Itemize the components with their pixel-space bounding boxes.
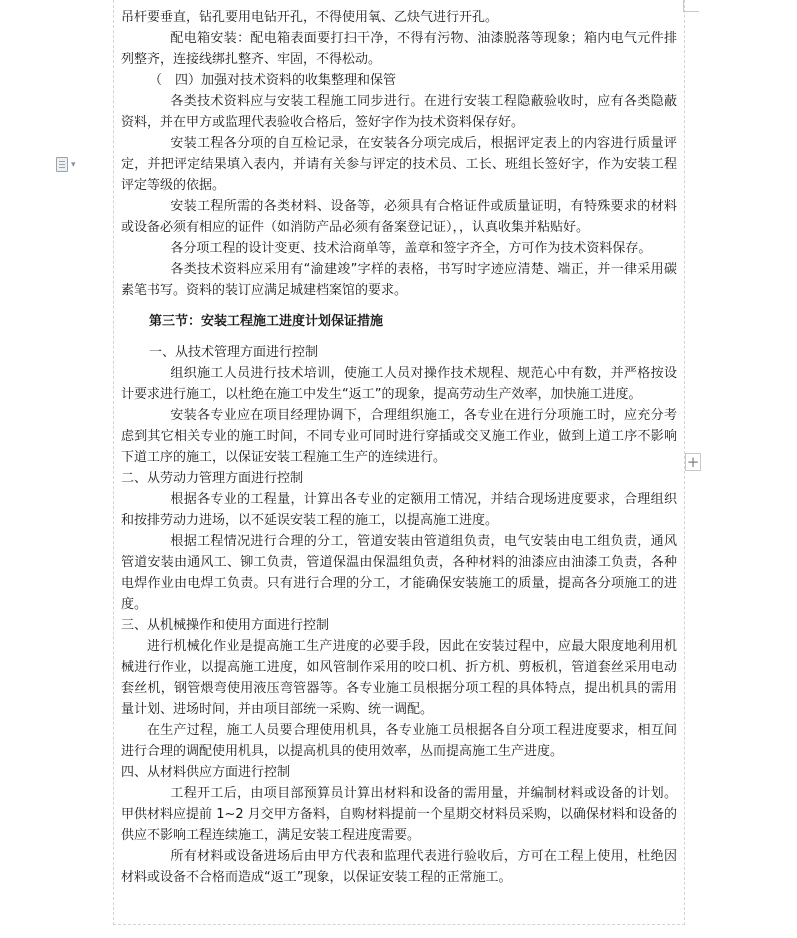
paragraph: 所有材料或设备进场后由甲方代表和监理代表进行验收后，方可在工程上使用，杜绝因材料或设备不合格而造成“返工”现象，以保证安装工程的正常施工。 bbox=[121, 849, 677, 885]
subheading: 二、从劳动力管理方面进行控制 bbox=[121, 471, 304, 486]
subheading: 四、从材料供应方面进行控制 bbox=[121, 765, 291, 780]
paragraph: 根据各专业的工程量，计算出各专业的定额用工情况，并结合现场进度要求，合理组织和按排劳动力进场，以不延误安装工程的施工，以提高施工进度。 bbox=[121, 492, 677, 528]
paragraph: 安装各专业应在项目经理协调下，合理组织施工，各专业在进行分项施工时，应充分考虑到其它相关专业的施工时间，不同专业可同时进行穿插或交叉施工作业，做到上道工序不影响下道工序的施工，以保证安装工程施工生产的连续进行。 bbox=[121, 408, 677, 465]
subheading: 一、从技术管理方面进行控制 bbox=[149, 345, 319, 360]
paragraph: 配电箱安装：配电箱表面要打扫干净，不得有污物、油漆脱落等现象；箱内电气元件排列整齐，连接线绑扎整齐、牢固，不得松动。 bbox=[121, 31, 677, 67]
section-title: 第三节：安装工程施工进度计划保证措施 bbox=[149, 314, 384, 329]
document-icon[interactable] bbox=[56, 157, 82, 173]
margin-corner-mark bbox=[683, 0, 684, 11]
subheading: （ 四）加强对技术资料的收集整理和保管 bbox=[149, 73, 397, 88]
paragraph: 各类技术资料应与安装工程施工同步进行。在进行安装工程隐蔽验收时，应有各类隐蔽资料，并在甲方或监理代表验收合格后，签好字作为技术资料保存好。 bbox=[121, 94, 677, 130]
document-body[interactable] bbox=[121, 7, 677, 888]
paragraph: 根据工程情况进行合理的分工，管道安装由管道组负责，电气安装由电工组负责，通风管道安装由通风工、铆工负责，管道保温由保温组负责，各种材料的油漆应由油漆工负责，各种电焊作业由电焊工负责。只有进行合理的分工，才能确保安装施工的质量，提高各分项施工的进度。 bbox=[121, 534, 677, 612]
document-sheet-icon bbox=[56, 157, 68, 172]
paragraph: 进行机械化作业是提高施工生产进度的必要手段，因此在安装过程中，应最大限度地利用机械进行作业，以提高施工进度，如风管制作采用的咬口机、折方机、剪板机，管道套丝采用电动套丝机，钢管煨弯使用液压弯管器等。各专业施工员根据分项工程的具体特点，提出机具的需用量计划、进场时间，并由项目部统一采购、统一调配。 bbox=[121, 639, 677, 717]
margin-corner-mark-h bbox=[683, 11, 699, 12]
chevron-down-icon: ▾ bbox=[71, 160, 76, 170]
paragraph: 安装工程各分项的自互检记录，在安装各分项完成后，根据评定表上的内容进行质量评定，并把评定结果填入表内，并请有关参与评定的技术员、工长、班组长签好字，作为安装工程评定等级的依据。 bbox=[121, 136, 677, 193]
paragraph: 吊杆要垂直，钻孔要用电钻开孔，不得使用氧、乙炔气进行开孔。 bbox=[121, 10, 499, 25]
paragraph: 在生产过程，施工人员要合理使用机具，各专业施工员根据各自分项工程进度要求，相互间进行合理的调配使用机具，以提高机具的使用效率，丛而提高施工生产进度。 bbox=[121, 723, 677, 759]
paragraph: 组织施工人员进行技术培训，使施工人员对操作技术规程、规范心中有数，并严格按设计要求进行施工，以杜绝在施工中发生“返工”的现象，提高劳动生产效率，加快施工进度。 bbox=[121, 366, 677, 402]
paragraph: 安装工程所需的各类材料、设备等，必须具有合格证件或质量证明，有特殊要求的材料或设备必须有相应的证件（如消防产品必须有备案登记证），，认真收集并粘贴好。 bbox=[121, 199, 677, 235]
paragraph: 各类技术资料应采用有“渝建竣”字样的表格，书写时字迹应清楚、端正，并一律采用碳素笔书写。资料的装订应满足城建档案馆的要求。 bbox=[121, 262, 677, 298]
paragraph: 各分项工程的设计变更、技术洽商单等，盖章和签字齐全，方可作为技术资料保存。 bbox=[170, 241, 652, 256]
paragraph: 工程开工后，由项目部预算员计算出材料和设备的需用量，并编制材料或设备的计划。甲供材料应提前 1~2 月交甲方备料，自购材料提前一个星期交材料员采购，以确保材料和设备的供应不影响工程连续施工，满足安装工程进度需要。 bbox=[121, 786, 677, 843]
add-button[interactable]: + bbox=[686, 453, 700, 471]
subheading: 三、从机械操作和使用方面进行控制 bbox=[121, 618, 330, 633]
